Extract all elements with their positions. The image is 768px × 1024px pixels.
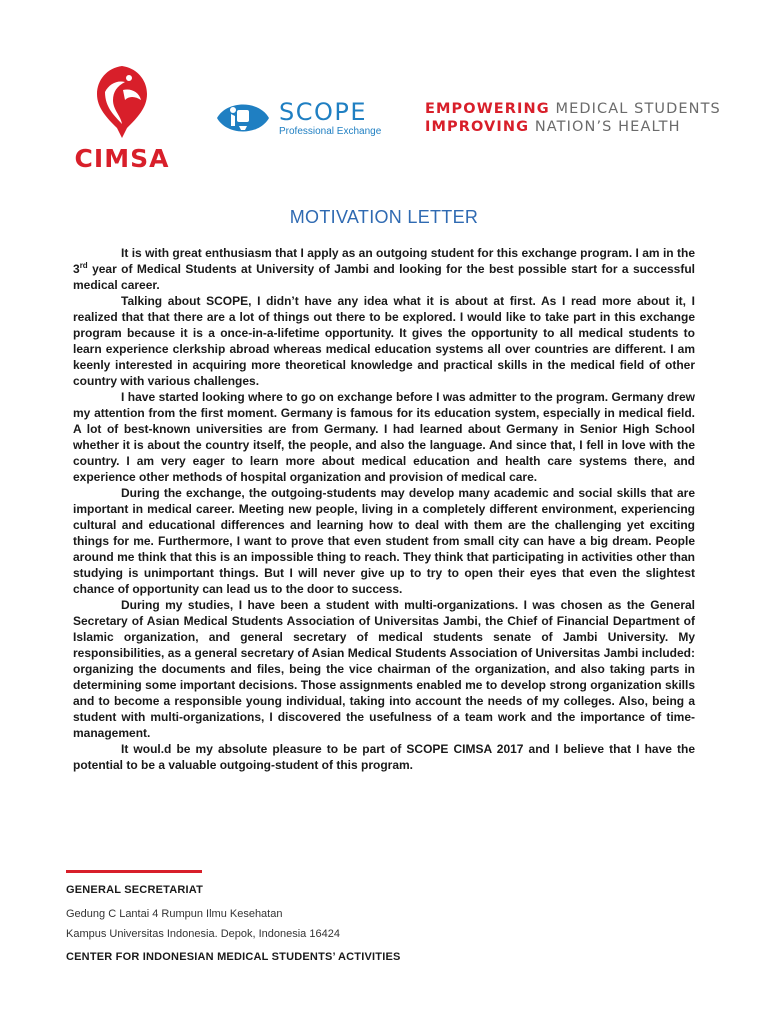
footer-address-line-2: Kampus Universitas Indonesia. Depok, Indonesia 16424 (66, 928, 340, 940)
paragraph-1-start: It is with great enthusiasm that I apply as an outgoing student for this exchange program. I am in the 3 (73, 246, 695, 276)
paragraph-6: It woul.d be my absolute pleasure to be part of SCOPE CIMSA 2017 and I believe that I have the potential to be a valuable outgoing-student of this program. (73, 742, 695, 772)
footer-heading: GENERAL SECRETARIAT (66, 884, 204, 896)
cimsa-emblem-icon (87, 62, 157, 142)
letterhead (0, 0, 768, 190)
tagline-line-1 (425, 100, 721, 118)
tagline-emphasis-2: IMPROVING (425, 119, 530, 135)
ordinal-suffix: rd (79, 261, 88, 270)
tagline-line-2 (425, 118, 721, 136)
cimsa-logo (66, 62, 178, 173)
letter-body (73, 245, 695, 773)
paragraph-2: Talking about SCOPE, I didn’t have any idea what it is about at first. As I read more about it, I realized that that there are a lot of things out there to be explored. I would like to take part in this exchange program because it is a once-in-a-lifetime opportunity. It gives the opportunity to all medical students to learn experience clerkship abroad whereas medical education systems all over countries are different. I am keenly interested in acquiring more theoretical knowledge and practical skills in the medical field of other country with various challenges. (73, 294, 695, 388)
footer-organization: CENTER FOR INDONESIAN MEDICAL STUDENTS’ ACTIVITIES (66, 951, 401, 963)
paragraph-1 (73, 245, 695, 293)
footer-address-line-1: Gedung C Lantai 4 Rumpun Ilmu Kesehatan (66, 908, 283, 920)
scope-logo (213, 96, 381, 140)
scope-subtitle: Professional Exchange (279, 125, 382, 137)
paragraph-5: During my studies, I have been a student with multi-organizations. I was chosen as the General Secretary of Asian Medical Students Association of Universitas Jambi, the Chief of Financial Department of Islamic organization, and general secretary of medical students senate of Jambi University. My responsibilities, as a general secretary of Asian Medical Students Association of Universitas Jambi included: organizing the documents and files, being the vice chairman of the organization, and also taking parts in determining some important decisions. Those assignments enabled me to develop strong organization skills and to become a responsible young individual, taking into account the needs of my colleges. Also, being a student with multi-organizations, I discovered the usefulness of a team work and the importance of time-management. (73, 598, 695, 740)
cimsa-wordmark: CIMSA (74, 144, 170, 173)
paragraph-3: I have started looking where to go on exchange before I was admitter to the program. Germany drew my attention from the first moment. Germany is famous for its education system, especially in medical field. A lot of best-known universities are from Germany. I had learned about Germany in Senior High School whether it is about the country itself, the people, and also the language. And since that, I fell in love with the country. I am very eager to learn more about medical education and health care systems there, and experience other methods of hospital organization and provision of medical care. (73, 390, 695, 484)
tagline-emphasis-1: EMPOWERING (425, 101, 550, 117)
scope-emblem-icon (213, 96, 273, 140)
tagline-rest-2: NATION’S HEALTH (529, 119, 681, 135)
paragraph-1-end: year of Medical Students at University of Jambi and looking for the best possible start for a successful medical career. (73, 262, 695, 292)
footer-divider (66, 870, 202, 873)
document-title: MOTIVATION LETTER (289, 207, 479, 227)
tagline (425, 100, 721, 136)
scope-wordmark: SCOPE (279, 97, 368, 126)
paragraph-4: During the exchange, the outgoing-students may develop many academic and social skills that are important in medical career. Meeting new people, living in a completely different environment, experiencing cultural and educational differences and learning how to deal with them are the challenging yet exciting things for me. Furthermore, I want to prove that even student from small city can have a big dream. People around me think that this is an impossible thing to reach. They think that participating in activities other than studying is unimportant things. But I will never give up to try to open their eyes that even the slightest chance of opportunity can lead us to the door to success. (73, 486, 695, 596)
tagline-rest-1: MEDICAL STUDENTS (549, 101, 721, 117)
